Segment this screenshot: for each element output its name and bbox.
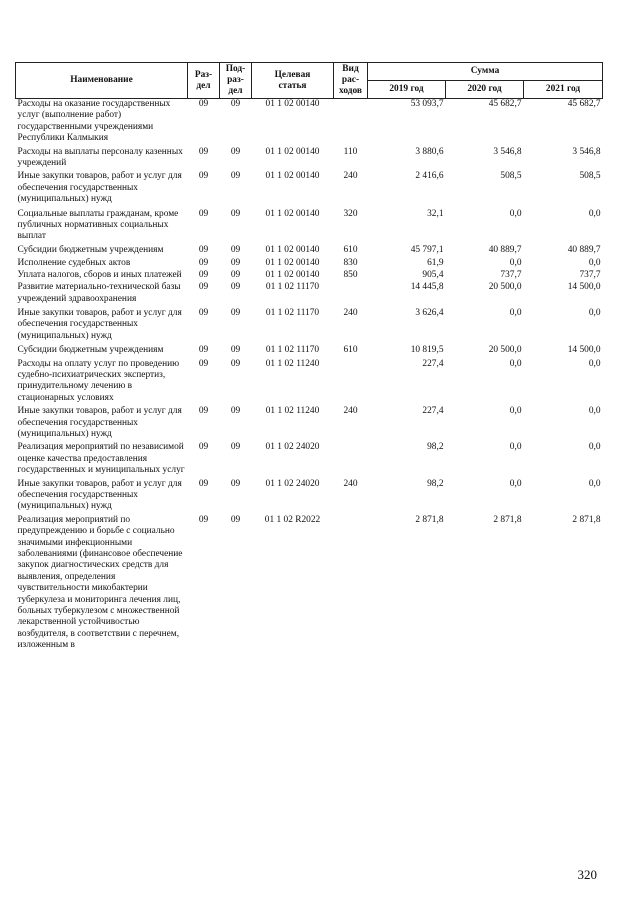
- cell-sum-2019: 61,9: [427, 258, 444, 269]
- cell-sum-2020: 0,0: [509, 442, 522, 453]
- cell-target: 01 1 02 00140: [265, 171, 320, 182]
- table-row: [16, 513, 603, 652]
- cell-expense-type: 320: [343, 208, 358, 219]
- table-row: [16, 206, 603, 243]
- cell-expense-type: 240: [343, 406, 358, 417]
- cell-sum-2019: 32,1: [427, 208, 444, 219]
- cell-sum-2020: 0,0: [509, 406, 522, 417]
- cell-sum-2019: 2 416,6: [415, 171, 444, 182]
- cell-subsection: 09: [230, 171, 241, 182]
- cell-sum-2021: 0,0: [588, 358, 601, 369]
- cell-sum-2019: 227,4: [422, 358, 444, 369]
- cell-expense-type: [334, 99, 368, 145]
- cell-name: Развитие материально-технической базы учреждений здравоохранения: [17, 282, 181, 304]
- header-target: Целевая статья: [252, 63, 334, 99]
- cell-section: 09: [198, 358, 209, 369]
- cell-subsection: 09: [230, 282, 241, 293]
- cell-sum-2020: 2 871,8: [493, 514, 522, 525]
- cell-sum-2020: 508,5: [500, 171, 522, 182]
- cell-sum-2021: 45 682,7: [567, 99, 601, 109]
- table-header: [16, 63, 603, 99]
- cell-name: Реализация мероприятий по независимой оценке качества предоставления государственных и муниципальных услуг: [17, 442, 185, 476]
- cell-subsection: 09: [230, 269, 241, 280]
- cell-expense-type: [334, 281, 368, 305]
- header-sum: Сумма: [368, 63, 603, 81]
- cell-sum-2021: 2 871,8: [572, 514, 601, 525]
- cell-expense-type: 110: [343, 146, 358, 157]
- cell-sum-2021: 0,0: [588, 307, 601, 318]
- cell-name: Расходы на выплаты персоналу казенных учреждений: [17, 146, 183, 169]
- table-row: [16, 169, 603, 205]
- cell-expense-type: [334, 357, 368, 405]
- cell-name: Иные закупки товаров, работ и услуг для обеспечения государственных (муниципальных) нужд: [17, 406, 182, 439]
- cell-subsection: 09: [230, 514, 241, 525]
- cell-name: Иные закупки товаров, работ и услуг для обеспечения государственных (муниципальных) нужд: [17, 307, 182, 341]
- cell-sum-2020: 0,0: [509, 258, 522, 269]
- cell-sum-2020: 3 546,8: [493, 146, 522, 157]
- cell-sum-2019: 227,4: [422, 406, 444, 417]
- cell-section: 09: [198, 258, 209, 269]
- cell-sum-2021: 14 500,0: [567, 345, 601, 356]
- cell-sum-2019: 14 445,8: [410, 282, 444, 293]
- table-row: [16, 256, 603, 269]
- cell-section: 09: [198, 146, 209, 157]
- cell-target: 01 1 02 00140: [265, 99, 320, 109]
- table-row: [16, 357, 603, 405]
- cell-sum-2020: 0,0: [509, 478, 522, 489]
- cell-section: 09: [198, 244, 209, 255]
- cell-target: 01 1 02 00140: [265, 146, 320, 157]
- cell-target: 01 1 02 11170: [265, 307, 320, 318]
- cell-expense-type: [334, 513, 368, 652]
- cell-name: Реализация мероприятий по предупреждению и борьбе с социально значимыми инфекционными заболеваниями (финансовое обеспечение закупок диагностических средств для выявления, определения чувствительности микобактерии туберкулеза и мониторинга лечения лиц, больных туберкулезом с множественной лекарственной устойчивостью возбудителя, в соответствии с перечнем, изложенным в: [17, 514, 183, 651]
- cell-sum-2021: 40 889,7: [567, 244, 601, 255]
- cell-section: 09: [198, 282, 209, 293]
- cell-sum-2020: 45 682,7: [488, 99, 522, 109]
- cell-sum-2020: 0,0: [509, 358, 522, 369]
- header-expense-type: Вид рас- ходов: [334, 63, 368, 99]
- cell-sum-2021: 14 500,0: [567, 282, 601, 293]
- table-row: [16, 270, 603, 281]
- cell-expense-type: [334, 440, 368, 476]
- cell-name: Социальные выплаты гражданам, кроме публичных нормативных социальных выплат: [17, 208, 179, 242]
- cell-sum-2020: 20 500,0: [488, 345, 522, 356]
- table-row: [16, 281, 603, 305]
- cell-sum-2019: 905,4: [422, 269, 444, 280]
- cell-section: 09: [198, 269, 209, 280]
- cell-subsection: 09: [230, 478, 241, 489]
- cell-sum-2019: 53 093,7: [410, 99, 444, 109]
- table-row: [16, 305, 603, 342]
- cell-sum-2019: 45 797,1: [410, 244, 444, 255]
- cell-name: Субсидии бюджетным учреждениям: [17, 244, 164, 255]
- cell-name: Иные закупки товаров, работ и услуг для обеспечения государственных (муниципальных) нужд: [17, 171, 182, 205]
- table-row: [16, 243, 603, 256]
- cell-subsection: 09: [230, 442, 241, 453]
- cell-target: 01 1 02 11240: [265, 358, 320, 369]
- cell-expense-type: 610: [343, 345, 358, 356]
- cell-sum-2020: 20 500,0: [488, 282, 522, 293]
- header-subsection: Под- раз- дел: [220, 63, 252, 99]
- cell-target: 01 1 02 11170: [265, 282, 320, 293]
- cell-sum-2021: 0,0: [588, 442, 601, 453]
- cell-target: 01 1 02 24020: [265, 478, 320, 489]
- cell-sum-2019: 98,2: [427, 442, 444, 453]
- cell-sum-2019: 3 880,6: [415, 146, 444, 157]
- cell-section: 09: [198, 171, 209, 182]
- cell-section: 09: [198, 478, 209, 489]
- table-row: [16, 440, 603, 476]
- cell-subsection: 09: [230, 406, 241, 417]
- header-year-2021: 2021 год: [524, 81, 603, 99]
- cell-subsection: 09: [230, 258, 241, 269]
- cell-sum-2021: 737,7: [579, 269, 601, 280]
- cell-sum-2021: 3 546,8: [572, 146, 601, 157]
- cell-sum-2021: 0,0: [588, 258, 601, 269]
- cell-section: 09: [198, 406, 209, 417]
- cell-sum-2019: 98,2: [427, 478, 444, 489]
- cell-section: 09: [198, 514, 209, 525]
- cell-sum-2020: 0,0: [509, 307, 522, 318]
- cell-name: Уплата налогов, сборов и иных платежей: [17, 269, 182, 280]
- header-name: Наименование: [16, 63, 188, 99]
- cell-target: 01 1 02 24020: [265, 442, 320, 453]
- cell-expense-type: 850: [343, 269, 358, 280]
- cell-name: Расходы на оплату услуг по проведению судебно-психиатрических экспертиз, принудительному лечению в стационарных условиях: [17, 358, 180, 403]
- cell-target: 01 1 02 00140: [265, 269, 320, 280]
- cell-sum-2020: 0,0: [509, 208, 522, 219]
- cell-target: 01 1 02 00140: [265, 244, 320, 255]
- cell-sum-2021: 508,5: [579, 171, 601, 182]
- cell-target: 01 1 02 11240: [265, 406, 320, 417]
- cell-sum-2019: 2 871,8: [415, 514, 444, 525]
- header-section: Раз- дел: [188, 63, 220, 99]
- table-row: [16, 477, 603, 513]
- cell-sum-2021: 0,0: [588, 208, 601, 219]
- cell-sum-2021: 0,0: [588, 478, 601, 489]
- cell-target: 01 1 02 11170: [265, 345, 320, 356]
- cell-sum-2019: 3 626,4: [415, 307, 444, 318]
- page-number: 320: [577, 867, 597, 882]
- cell-sum-2020: 40 889,7: [488, 244, 522, 255]
- cell-section: 09: [198, 442, 209, 453]
- cell-subsection: 09: [230, 146, 241, 157]
- cell-subsection: 09: [230, 208, 241, 219]
- cell-target: 01 1 02 00140: [265, 258, 320, 269]
- cell-section: 09: [198, 307, 209, 318]
- cell-subsection: 09: [230, 345, 241, 356]
- table-row: [16, 99, 603, 145]
- header-year-2020: 2020 год: [446, 81, 524, 99]
- cell-sum-2020: 737,7: [500, 269, 522, 280]
- cell-expense-type: 240: [343, 171, 358, 182]
- cell-subsection: 09: [230, 244, 241, 255]
- cell-name: Иные закупки товаров, работ и услуг для обеспечения государственных (муниципальных) нужд: [17, 478, 182, 512]
- cell-subsection: 09: [230, 307, 241, 318]
- cell-expense-type: 830: [343, 258, 358, 269]
- cell-name: Исполнение судебных актов: [17, 258, 131, 269]
- table-body: [16, 99, 603, 652]
- cell-section: 09: [198, 345, 209, 356]
- table-row: [16, 404, 603, 440]
- cell-name: Расходы на оказание государственных услуг (выполнение работ) государственными учреждениями Республики Калмыкия: [17, 99, 171, 144]
- cell-target: 01 1 02 R2022: [264, 514, 321, 525]
- cell-name: Субсидии бюджетным учреждениям: [17, 345, 164, 356]
- cell-expense-type: 240: [343, 478, 358, 489]
- cell-section: 09: [198, 208, 209, 219]
- cell-sum-2021: 0,0: [588, 406, 601, 417]
- header-year-2019: 2019 год: [368, 81, 446, 99]
- cell-expense-type: 610: [343, 244, 358, 255]
- budget-table: [15, 62, 603, 652]
- table-row: [16, 342, 603, 356]
- cell-subsection: 09: [230, 358, 241, 369]
- cell-sum-2019: 10 819,5: [410, 345, 444, 356]
- table-row: [16, 145, 603, 170]
- cell-target: 01 1 02 00140: [265, 208, 320, 219]
- cell-subsection: 09: [230, 99, 241, 109]
- cell-section: 09: [198, 99, 209, 109]
- cell-expense-type: 240: [343, 307, 358, 318]
